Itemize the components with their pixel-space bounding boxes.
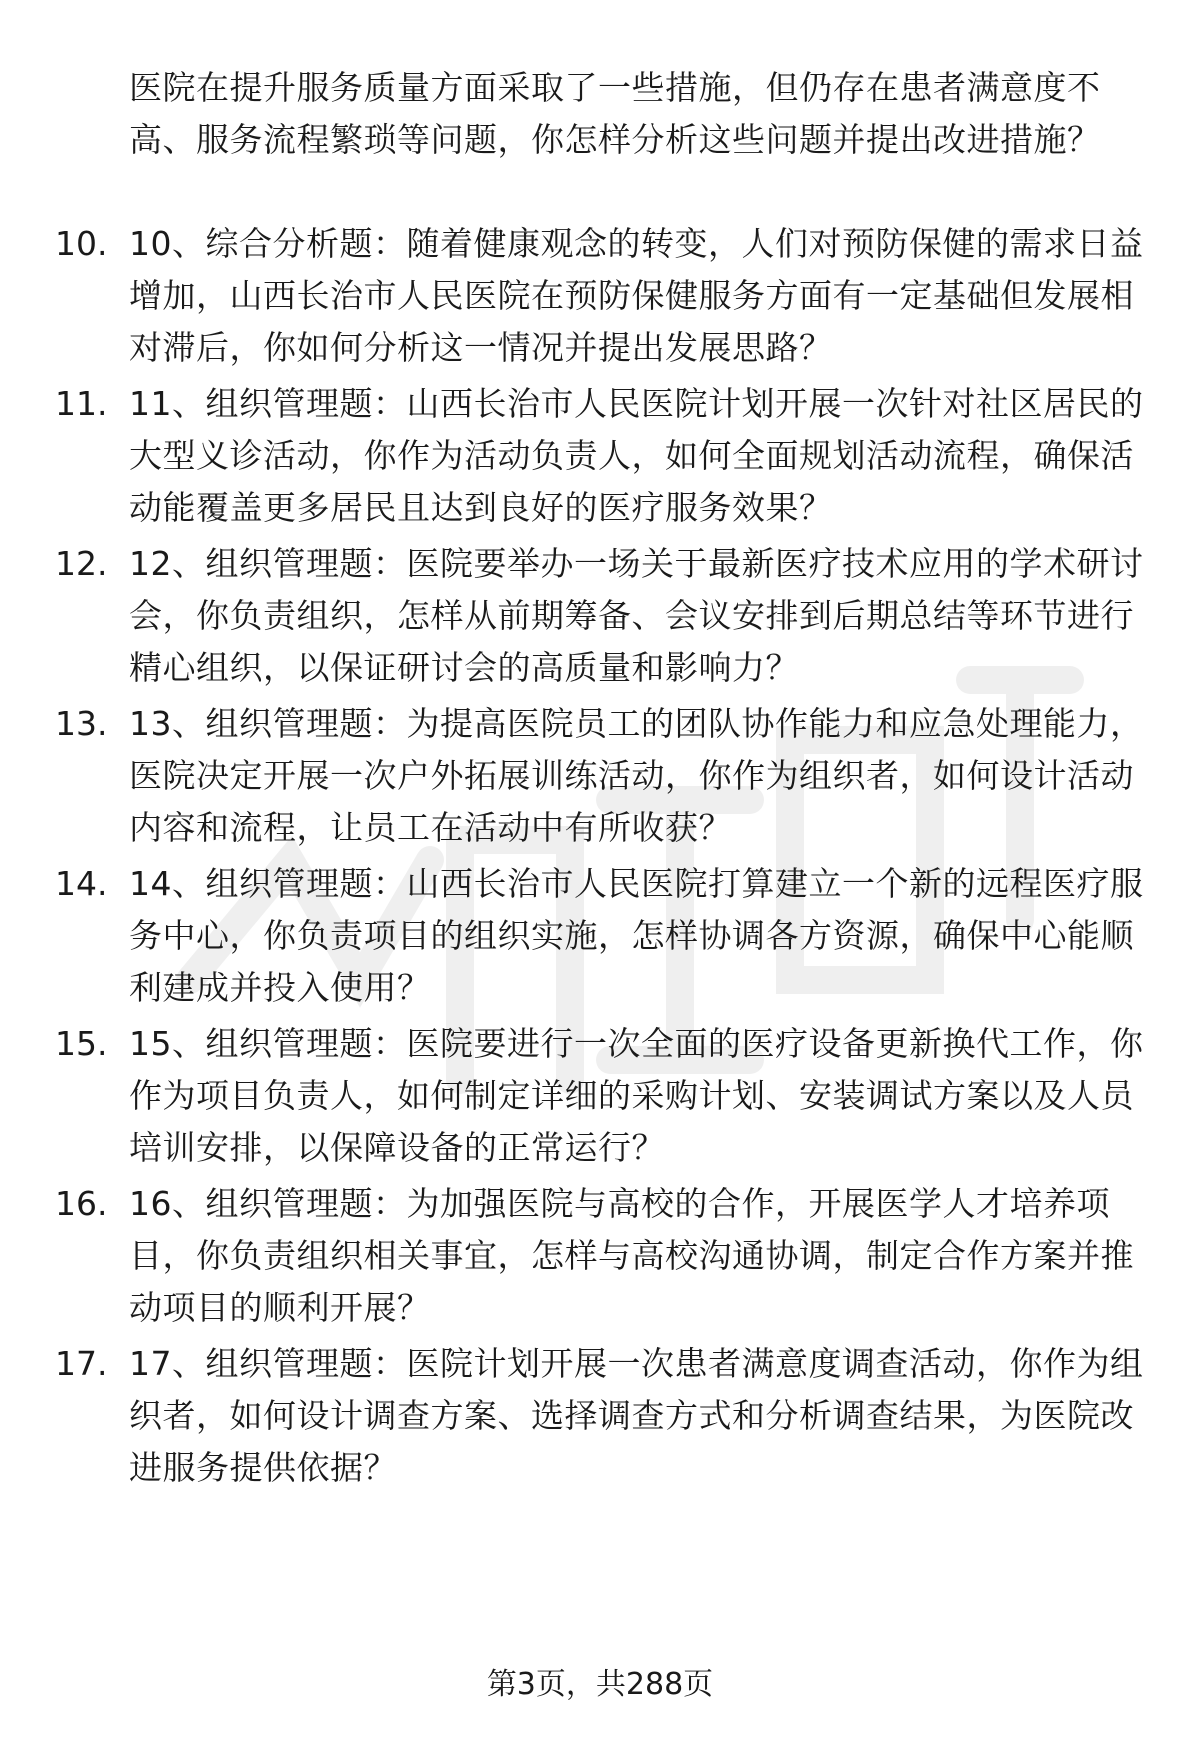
item-text: 11、组织管理题：山西长治市人民医院计划开展一次针对社区居民的大型义诊活动，你作为活动负责人，如何全面规划活动流程，确保活动能覆盖更多居民且达到良好的医疗服务效果？: [129, 384, 1144, 527]
item-number: 10.: [55, 224, 108, 263]
item-text: 17、组织管理题：医院计划开展一次患者满意度调查活动，你作为组织者，如何设计调查方案、选择调查方式和分析调查结果，为医院改进服务提供依据？: [129, 1344, 1144, 1487]
item-text: 13、组织管理题：为提高医院员工的团队协作能力和应急处理能力，医院决定开展一次户外拓展训练活动，你作为组织者，如何设计活动内容和流程，让员工在活动中有所收获？: [129, 704, 1144, 847]
page-footer: 第3页，共288页: [486, 1667, 714, 1702]
continuation-paragraph: 医院在提升服务质量方面采取了一些措施，但仍存在患者满意度不高、服务流程繁琐等问题，你怎样分析这些问题并提出改进措施？: [129, 68, 1101, 159]
item-number: 13.: [55, 704, 108, 743]
item-number: 16.: [55, 1184, 108, 1223]
item-number: 14.: [55, 864, 108, 903]
item-text: 15、组织管理题：医院要进行一次全面的医疗设备更新换代工作，你作为项目负责人，如何制定详细的采购计划、安装调试方案以及人员培训安排，以保障设备的正常运行？: [129, 1024, 1144, 1167]
item-text: 12、组织管理题：医院要举办一场关于最新医疗技术应用的学术研讨会，你负责组织，怎样从前期筹备、会议安排到后期总结等环节进行精心组织，以保证研讨会的高质量和影响力？: [129, 544, 1144, 687]
item-text: 16、组织管理题：为加强医院与高校的合作，开展医学人才培养项目，你负责组织相关事宜，怎样与高校沟通协调，制定合作方案并推动项目的顺利开展？: [129, 1184, 1134, 1327]
item-number: 17.: [55, 1344, 108, 1383]
item-text: 14、组织管理题：山西长治市人民医院打算建立一个新的远程医疗服务中心，你负责项目的组织实施，怎样协调各方资源，确保中心能顺利建成并投入使用？: [129, 864, 1144, 1007]
item-number: 12.: [55, 544, 108, 583]
item-text: 10、综合分析题：随着健康观念的转变，人们对预防保健的需求日益增加，山西长治市人民医院在预防保健服务方面有一定基础但发展相对滞后，你如何分析这一情况并提出发展思路？: [129, 224, 1144, 367]
item-number: 15.: [55, 1024, 108, 1063]
item-number: 11.: [55, 384, 108, 423]
